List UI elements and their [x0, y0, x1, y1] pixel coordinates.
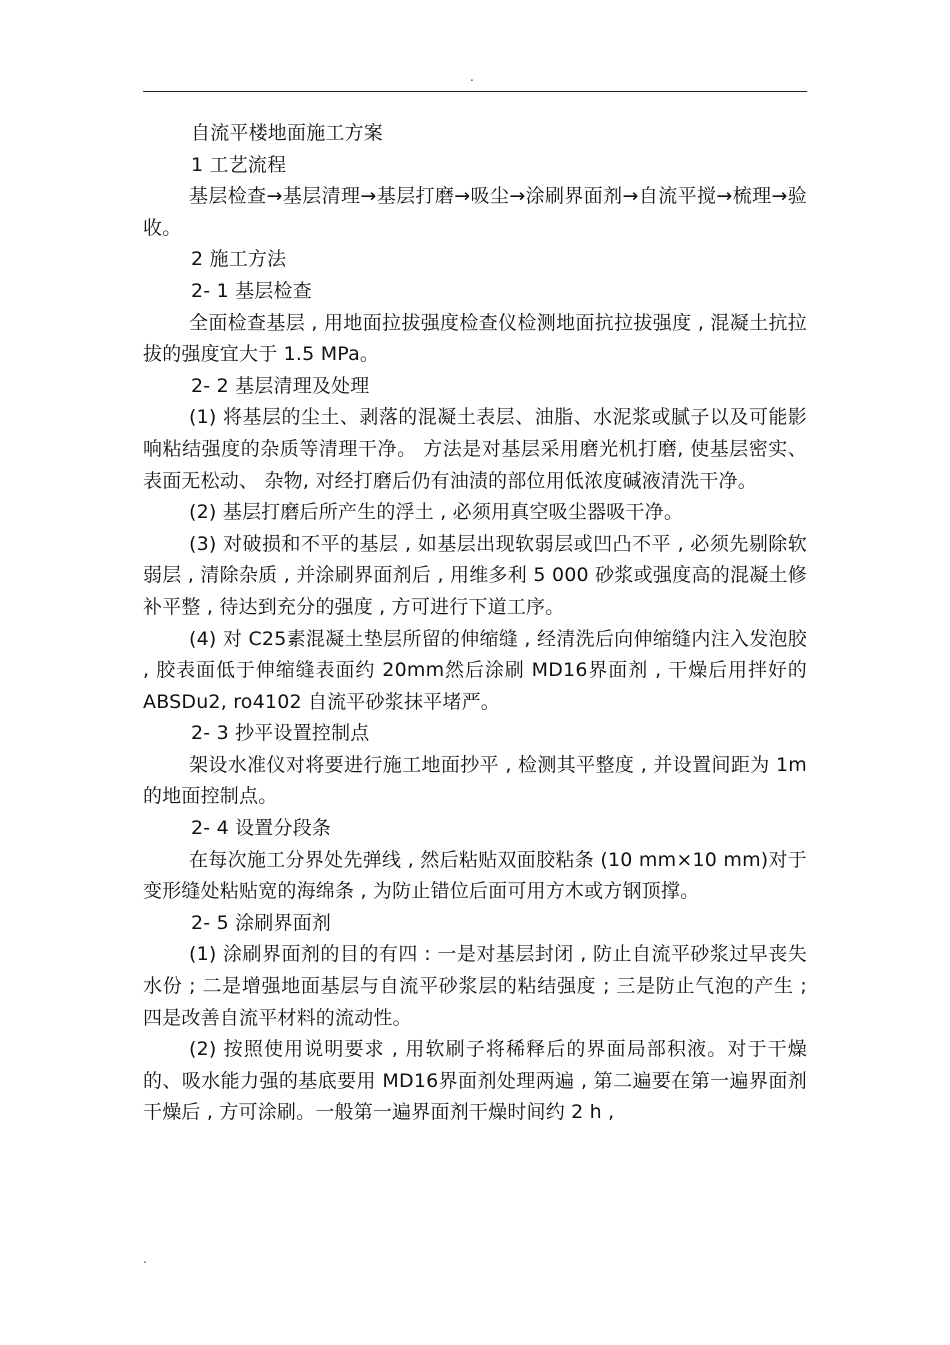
- paragraph-2-2-3: (3) 对破损和不平的基层 , 如基层出现软弱层或凹凸不平 , 必须先剔除软弱层 , 清除杂质 , 并涂刷界面剂后 , 用维多利 5 000 砂浆或强度高的混凝土修补平整 , 待达到充分的强度 , 方可进行下道工序。: [143, 532, 807, 618]
- document-body: [143, 118, 807, 1129]
- paragraph-process-flow: 基层检查→基层清理→基层打磨→吸尘→涂刷界面剂→自流平搅→梳理→验收。: [143, 185, 807, 239]
- doc-title: 自流平楼地面施工方案: [191, 122, 384, 144]
- paragraph-2-2-4: (4) 对 C25素混凝土垫层所留的伸缩缝 , 经清洗后向伸缩缝内注入发泡胶 , 胶表面低于伸缩缝表面约 20mm然后涂刷 MD16界面剂 , 干燥后用拌好的 ABSDu2, ro4102 自流平砂浆抹平堵严。: [143, 627, 807, 713]
- paragraph-2-2-1: (1) 将基层的尘土、剥落的混凝土表层、油脂、水泥浆或腻子以及可能影响粘结强度的杂质等清理干净。 方法是对基层采用磨光机打磨, 使基层密实、 表面无松动、 杂物, 对经打磨后仍有油渍的部位用低浓度碱液清洗干净。: [143, 406, 807, 492]
- header-mark: .: [470, 70, 474, 84]
- paragraph-2-1: 全面检查基层 , 用地面拉拔强度检查仪检测地面抗拉拔强度 , 混凝土抗拉拔的强度宜大于 1.5 MPa。: [143, 311, 807, 366]
- section-heading-2-3: 2- 3 抄平设置控制点: [191, 722, 370, 745]
- section-heading-2: 2 施工方法: [191, 248, 287, 271]
- section-heading-2-1: 2- 1 基层检查: [191, 279, 312, 302]
- paragraph-2-3: 架设水准仪对将要进行施工地面抄平 , 检测其平整度 , 并设置间距为 1m的地面控制点。: [143, 753, 807, 808]
- paragraph-2-2-2: (2) 基层打磨后所产生的浮土 , 必须用真空吸尘器吸干净。: [189, 501, 684, 524]
- section-heading-2-5: 2- 5 涂刷界面剂: [191, 911, 332, 934]
- header-rule: [143, 91, 807, 92]
- section-heading-2-2: 2- 2 基层清理及处理: [191, 374, 370, 397]
- footer-mark: .: [143, 1252, 147, 1266]
- section-heading-1: 1 工艺流程: [191, 153, 287, 176]
- paragraph-2-4: 在每次施工分界处先弹线 , 然后粘贴双面胶粘条 (10 mm×10 mm)对于变形缝处粘贴宽的海绵条 , 为防止错位后面可用方木或方钢顶撑。: [143, 848, 807, 903]
- paragraph-2-5-1: (1) 涂刷界面剂的目的有四 : 一是对基层封闭 , 防止自流平砂浆过早丧失水份 ; 二是增强地面基层与自流平砂浆层的粘结强度 ; 三是防止气泡的产生 ; 四是改善自流平材料的流动性。: [143, 943, 807, 1029]
- section-heading-2-4: 2- 4 设置分段条: [191, 817, 332, 840]
- paragraph-2-5-2: (2) 按照使用说明要求 , 用软刷子将稀释后的界面局部积液。对于干燥的、吸水能力强的基底要用 MD16界面剂处理两遍 , 第二遍要在第一遍界面剂干燥后 , 方可涂刷。一般第一遍界面剂干燥时间约 2 h ,: [143, 1038, 807, 1124]
